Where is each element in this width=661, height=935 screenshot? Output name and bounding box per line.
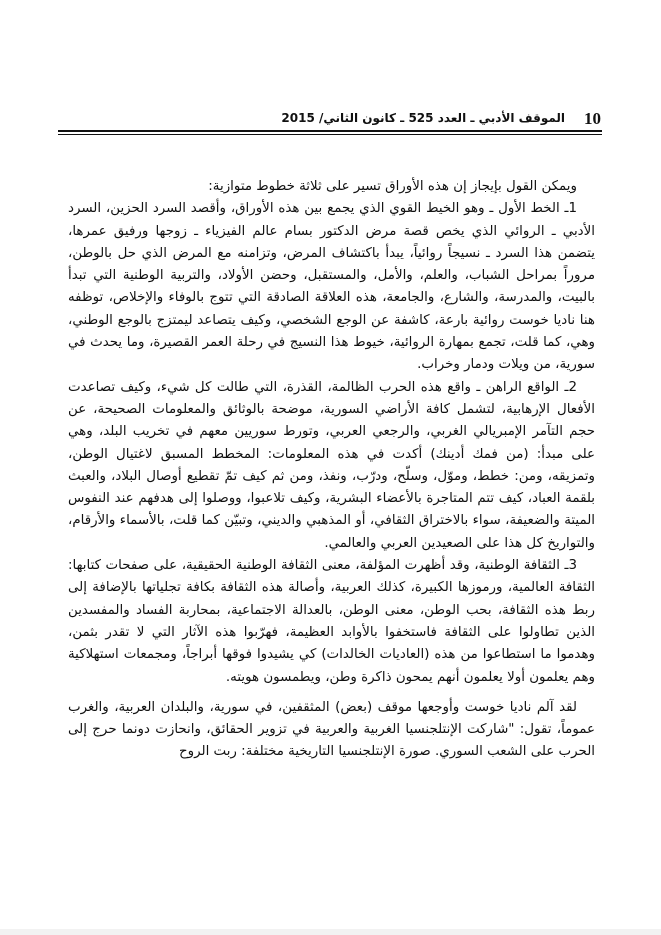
paragraph-second-line: 2ـ الواقع الراهن ـ واقع هذه الحرب الظالمة، القذرة، التي طالت كل شيء، وكيف تصاعدت الأفعال الإرهابية، لتشمل كافة الأراضي السورية، موضحة بالوثائق والمعلومات الصحيحة، عن حجم التآمر الإمبريالي الغربي، والرجعي العربي، وتورط سوريين معهم في تخريب البلد، وهي على مبدأ: (من فمك أدينك) أكدت في هذه المعلومات: المخطط المسبق لاغتيال الوطن، وتمزيقه، ومن: خطط، وموّل، وسلّح، ودرّب، ونفذ، ومن ثم كيف تمّ تقطيع أوصال البلاد، والعبث بلقمة العباد، كيف تتم المتاجرة بالأعضاء البشرية، وكيف تلاعبوا، ووصلوا إلى هدفهم عند النفوس الميتة والضعيفة، سواء بالاختراق الثقافي، أو المذهبي والديني، وتبيّن كما قلت، بالأسماء والأرقام، والتواريخ كل هذا على الصعيدين العربي والعالمي. xyxy=(68,379,595,551)
running-title: الموقف الأدبي ـ العدد 525 ـ كانون الثاني/ 2015 xyxy=(281,111,565,125)
header-rule xyxy=(58,130,602,132)
paragraph-national-culture: 3ـ الثقافة الوطنية، وقد أظهرت المؤلفة، معنى الثقافة الوطنية الحقيقية، على صفحات كتابها: الثقافة العالمية، ورموزها الكبيرة، كذلك العربية، وأصالة هذه الثقافة بكافة تجلياتها بالإضافة إلى ربط هذه الثقافة، بحب الوطن، معنى الوطن، بالعدالة الاجتماعية، بمحاربة الفساد والمفسدين الذين تطاولوا على الثقافة فاستخفوا بالأوابد العظيمة، فهرّبوا هذه الآثار التي لا تقدر بثمن، وهدموا ما استطاعوا من هذه (العاديات الخالدات) كي يشيدوا فوقها أبراجاً، ومجمعات استهلاكية وهم يعلمون أولا يعلمون أنهم يمحون ذاكرة وطن، ويطمسون هويته. xyxy=(68,558,595,685)
paragraph-first-line: 1ـ الخط الأول ـ وهو الخيط القوي الذي يجمع بين هذه الأوراق، وأقصد السرد الحزين، السرد الأدبي ـ الروائي الذي يخص قصة مرض الدكتور بسام عالم الفيزياء ـ زوجها ورفيق عمرها، يتضمن هذا السرد ـ نسيجاً روائياً، يبدأ باكتشاف المرض، وتزامنه مع المرض الذي حل بالوطن، مروراً بمراحل الشباب، والعلم، والأمل، والمستقبل، وحضن الأولاد، والتربية الوطنية التي تبدأ بالبيت، والمدرسة، والشارع، والجامعة، هذه العلاقة الصادقة التي تتوج بالوفاء والإخلاص، توظفه هنا ناديا خوست روائية بارعة، كاشفة عن الوجع الشخصي، وكيف يتصاعد ليمتزج بالوجع الوطني، وهي، كما قلت، تجمع بمهارة الروائية، خيوط هذا النسيج في رحلة العمر القصيرة، وما يحدث في سورية، من ويلات ودمار وخراب. xyxy=(68,201,595,373)
article-body xyxy=(68,176,595,764)
page-number: 10 xyxy=(584,109,601,128)
intro-paragraph: ويمكن القول بإيجاز إن هذه الأوراق تسير على ثلاثة خطوط متوازية: xyxy=(208,179,577,194)
page-bottom-edge xyxy=(0,929,661,935)
header-rule-thin xyxy=(58,134,602,135)
paragraph-intellectuals: لقد آلم ناديا خوست وأوجعها موقف (بعض) المثقفين، في سورية، والبلدان العربية، والغرب عموماً، تقول: "شاركت الإنتلجنسيا الغربية والعربية في تزوير الحقائق، وانحازت دونما حرج إلى الحرب على الشعب السوري. صورة الإنتلجنسيا التاريخية مختلفة: ربت الروح xyxy=(68,699,595,760)
